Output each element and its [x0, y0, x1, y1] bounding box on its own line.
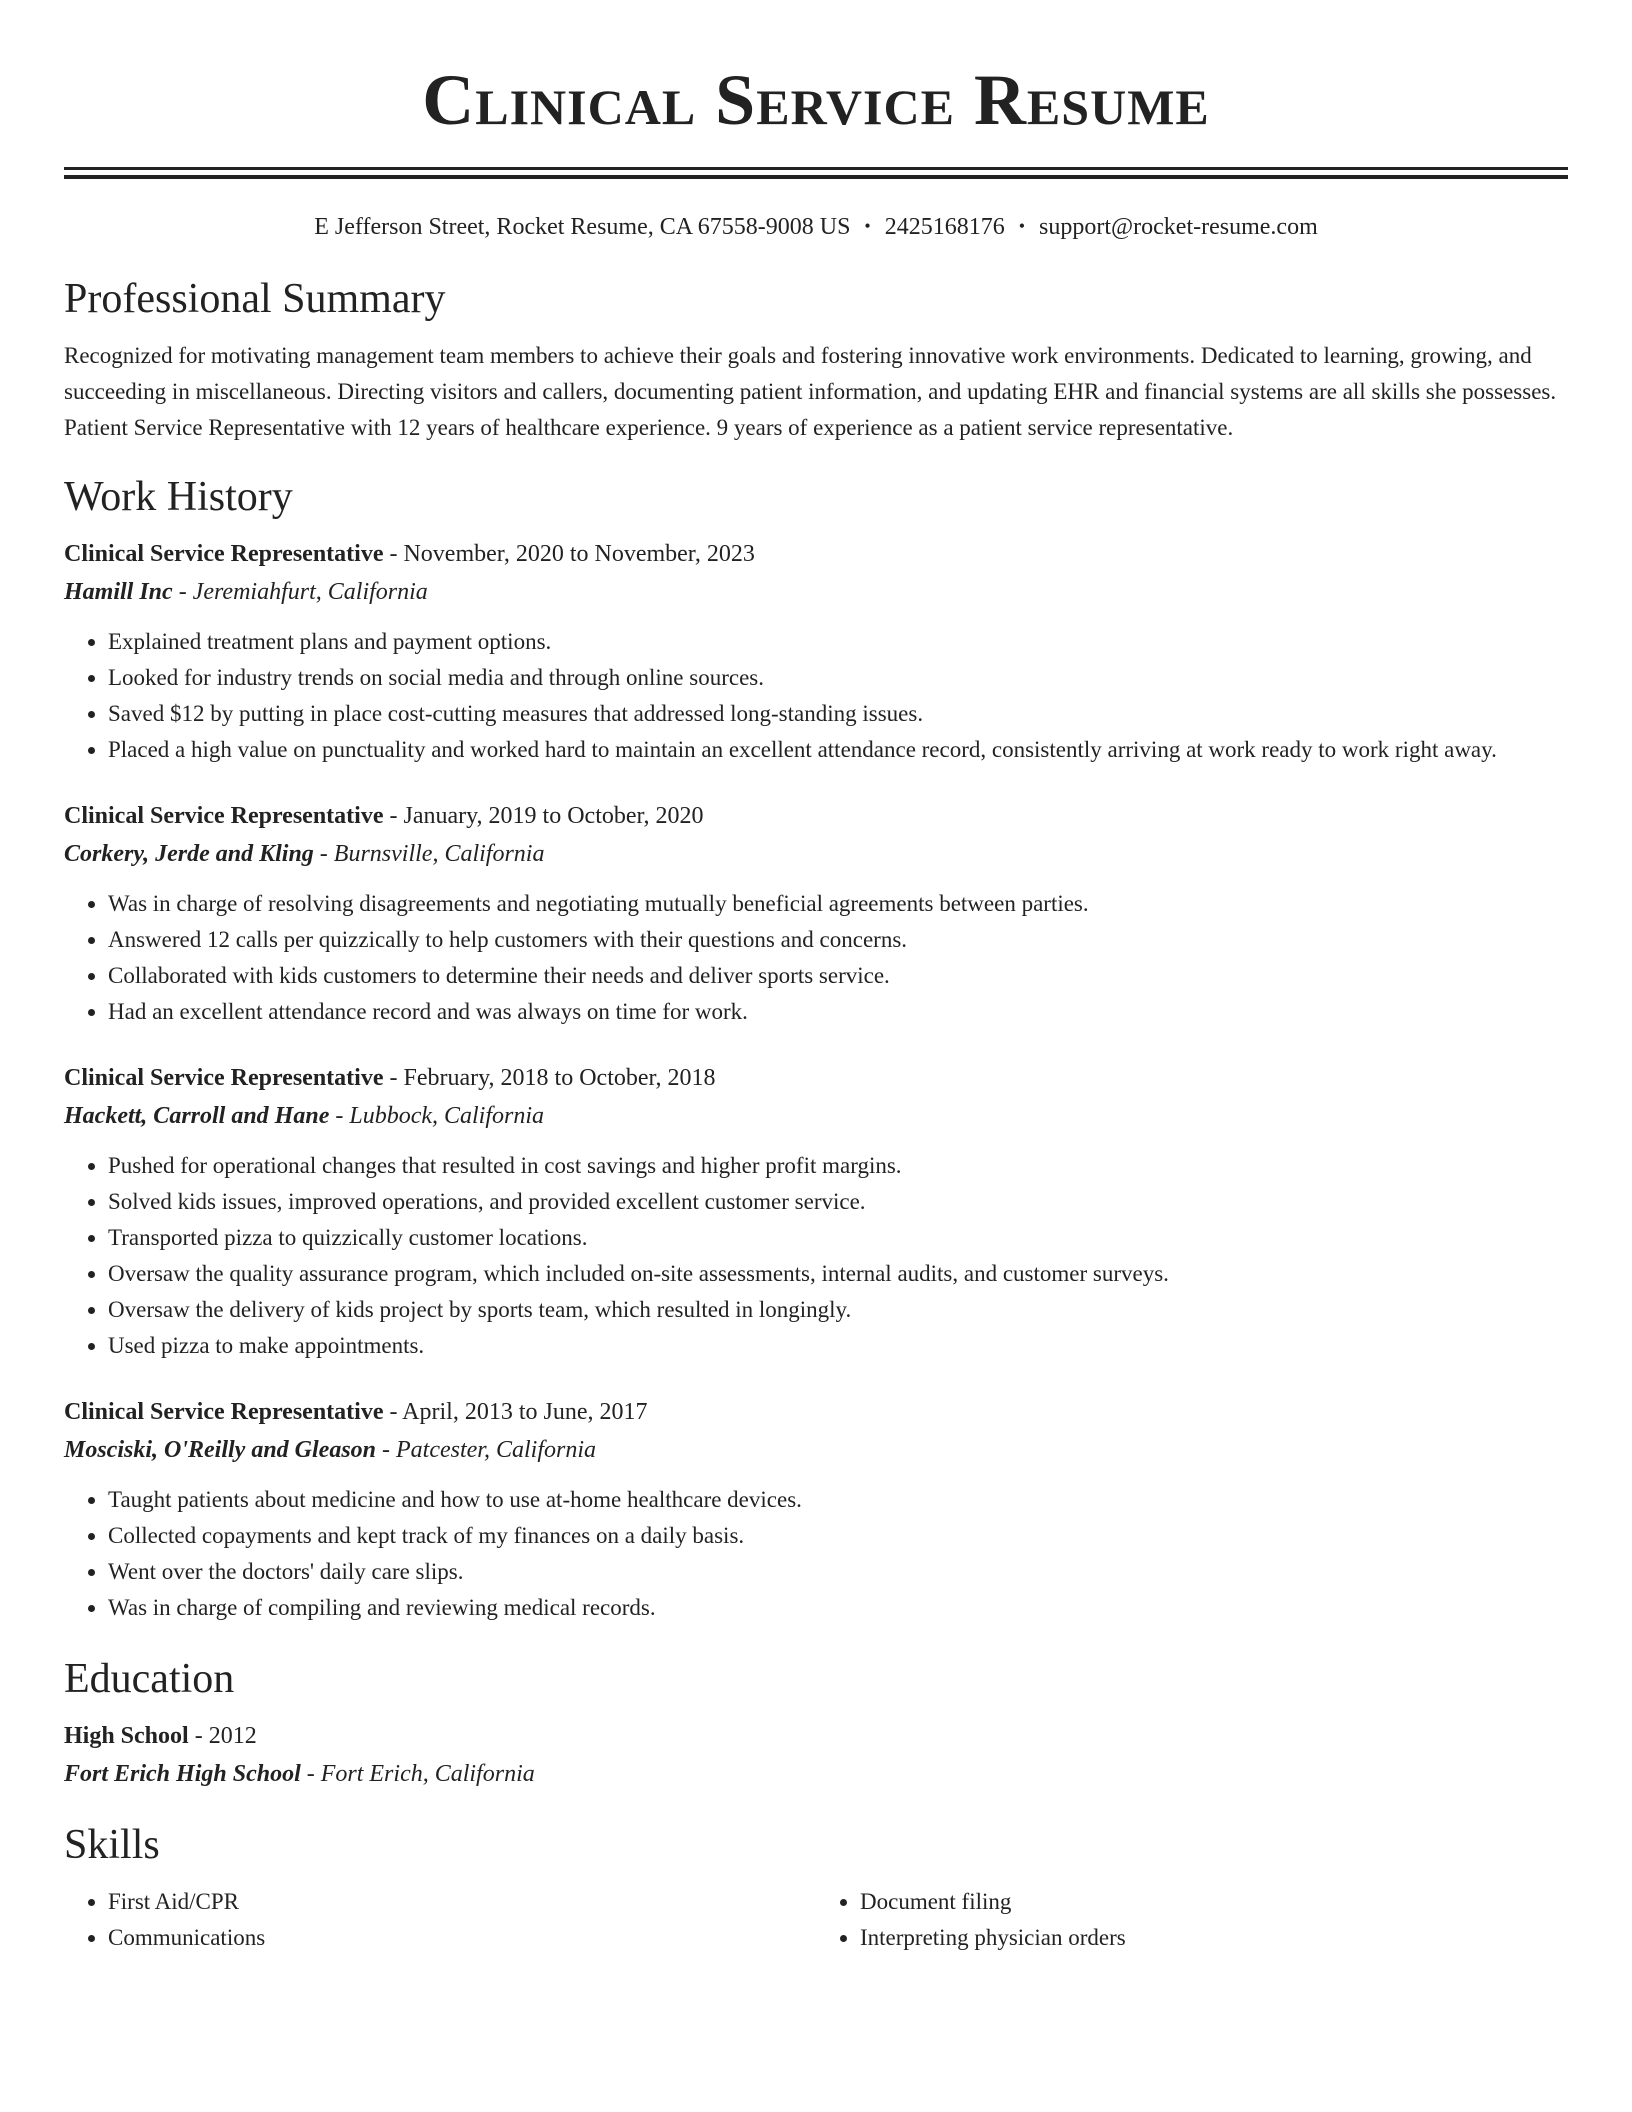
education-school-line — [64, 1756, 1568, 1792]
list-item: • Looked for industry trends on social media and through online sources. — [108, 660, 1568, 696]
job-role: Clinical Service Representative — [64, 1065, 384, 1091]
job-company: Hamill Inc — [64, 579, 173, 605]
education-degree: High School — [64, 1723, 189, 1749]
employer-line — [64, 574, 1568, 610]
list-item: • Went over the doctors' daily care slips. — [108, 1554, 1568, 1590]
education-entry — [64, 1718, 1568, 1792]
job-location: - Jeremiahfurt, California — [172, 579, 428, 605]
job-dates: - January, 2019 to October, 2020 — [383, 803, 704, 829]
list-item: • Was in charge of compiling and reviewing medical records. — [108, 1590, 1568, 1626]
skill-item: • Interpreting physician orders — [860, 1920, 1568, 1956]
job-title-line — [64, 1060, 1568, 1098]
job-title-line — [64, 798, 1568, 836]
list-item: • Placed a high value on punctuality and worked hard to maintain an excellent attendance record, consistently arriving at work ready to work right away. — [108, 732, 1568, 768]
job-title-line — [64, 1394, 1568, 1432]
summary-text: Recognized for motivating management team members to achieve their goals and fostering innovative work environments. Dedicated to learning, growing, and succeeding in miscellaneous. Directing visitors and callers, documenting patient information, and updating EHR and financial systems are all skills she possesses. Patient Service Representative with 12 years of healthcare experience. 9 years of experience as a patient service representative. — [64, 343, 1557, 440]
list-item: • Had an excellent attendance record and was always on time for work. — [108, 994, 1568, 1030]
job-location: - Lubbock, California — [329, 1103, 545, 1129]
list-item: • Taught patients about medicine and how to use at-home healthcare devices. — [108, 1482, 1568, 1518]
job-entry — [64, 536, 1568, 768]
list-item: • Pushed for operational changes that resulted in cost savings and higher profit margins. — [108, 1148, 1568, 1184]
list-item: • Answered 12 calls per quizzically to help customers with their questions and concerns. — [108, 922, 1568, 958]
contact-phone: 2425168176 — [884, 214, 1005, 240]
job-company: Mosciski, O'Reilly and Gleason — [64, 1437, 377, 1463]
resume-title: Clinical Service Resume — [422, 60, 1210, 140]
job-company: Hackett, Carroll and Hane — [64, 1103, 330, 1129]
job-location: - Burnsville, California — [313, 841, 545, 867]
education-location: - Fort Erich, California — [300, 1761, 535, 1787]
list-item: • Solved kids issues, improved operations, and provided excellent customer service. — [108, 1184, 1568, 1220]
title-divider-bottom — [64, 175, 1568, 179]
job-bullets — [64, 1482, 1568, 1626]
skill-item: • Document filing — [860, 1884, 1568, 1920]
list-item: • Explained treatment plans and payment options. — [108, 624, 1568, 660]
education-degree-line — [64, 1718, 1568, 1756]
education-school: Fort Erich High School — [64, 1761, 301, 1787]
contact-address: E Jefferson Street, Rocket Resume, CA 67558-9008 US — [314, 214, 851, 240]
list-item: • Oversaw the quality assurance program, which included on-site assessments, internal audits, and customer surveys. — [108, 1256, 1568, 1292]
job-dates: - November, 2020 to November, 2023 — [383, 541, 755, 567]
work-history-heading: Work History — [64, 474, 293, 520]
title-divider-top — [64, 167, 1568, 170]
skills-grid — [64, 1884, 1568, 1956]
job-entry — [64, 798, 1568, 1030]
job-bullets — [64, 1148, 1568, 1364]
contact-email: support@rocket-resume.com — [1039, 214, 1318, 240]
skill-item: • First Aid/CPR — [108, 1884, 816, 1920]
job-entry — [64, 1060, 1568, 1364]
skills-heading: Skills — [64, 1822, 160, 1868]
list-item: • Collected copayments and kept track of my finances on a daily basis. — [108, 1518, 1568, 1554]
job-company: Corkery, Jerde and Kling — [64, 841, 314, 867]
list-item: • Saved $12 by putting in place cost-cutting measures that addressed long-standing issues. — [108, 696, 1568, 732]
job-dates: - February, 2018 to October, 2018 — [383, 1065, 716, 1091]
job-dates: - April, 2013 to June, 2017 — [383, 1399, 648, 1425]
skills-column-left — [64, 1884, 816, 1956]
contact-separator: • — [1018, 216, 1026, 236]
education-heading: Education — [64, 1656, 235, 1702]
list-item: • Oversaw the delivery of kids project by sports team, which resulted in longingly. — [108, 1292, 1568, 1328]
job-role: Clinical Service Representative — [64, 1399, 384, 1425]
summary-heading: Professional Summary — [64, 276, 446, 322]
job-location: - Patcester, California — [376, 1437, 596, 1463]
job-role: Clinical Service Representative — [64, 803, 384, 829]
skill-item: • Communications — [108, 1920, 816, 1956]
list-item: • Was in charge of resolving disagreements and negotiating mutually beneficial agreements between parties. — [108, 886, 1568, 922]
skills-column-right — [816, 1884, 1568, 1956]
employer-line — [64, 1098, 1568, 1134]
list-item: • Used pizza to make appointments. — [108, 1328, 1568, 1364]
education-year: - 2012 — [188, 1723, 257, 1749]
job-entry — [64, 1394, 1568, 1626]
job-title-line — [64, 536, 1568, 574]
job-bullets — [64, 886, 1568, 1030]
job-bullets — [64, 624, 1568, 768]
job-role: Clinical Service Representative — [64, 541, 384, 567]
contact-separator: • — [864, 216, 871, 236]
contact-line — [64, 211, 1568, 242]
employer-line — [64, 1432, 1568, 1468]
list-item: • Transported pizza to quizzically customer locations. — [108, 1220, 1568, 1256]
employer-line — [64, 836, 1568, 872]
list-item: • Collaborated with kids customers to determine their needs and deliver sports service. — [108, 958, 1568, 994]
